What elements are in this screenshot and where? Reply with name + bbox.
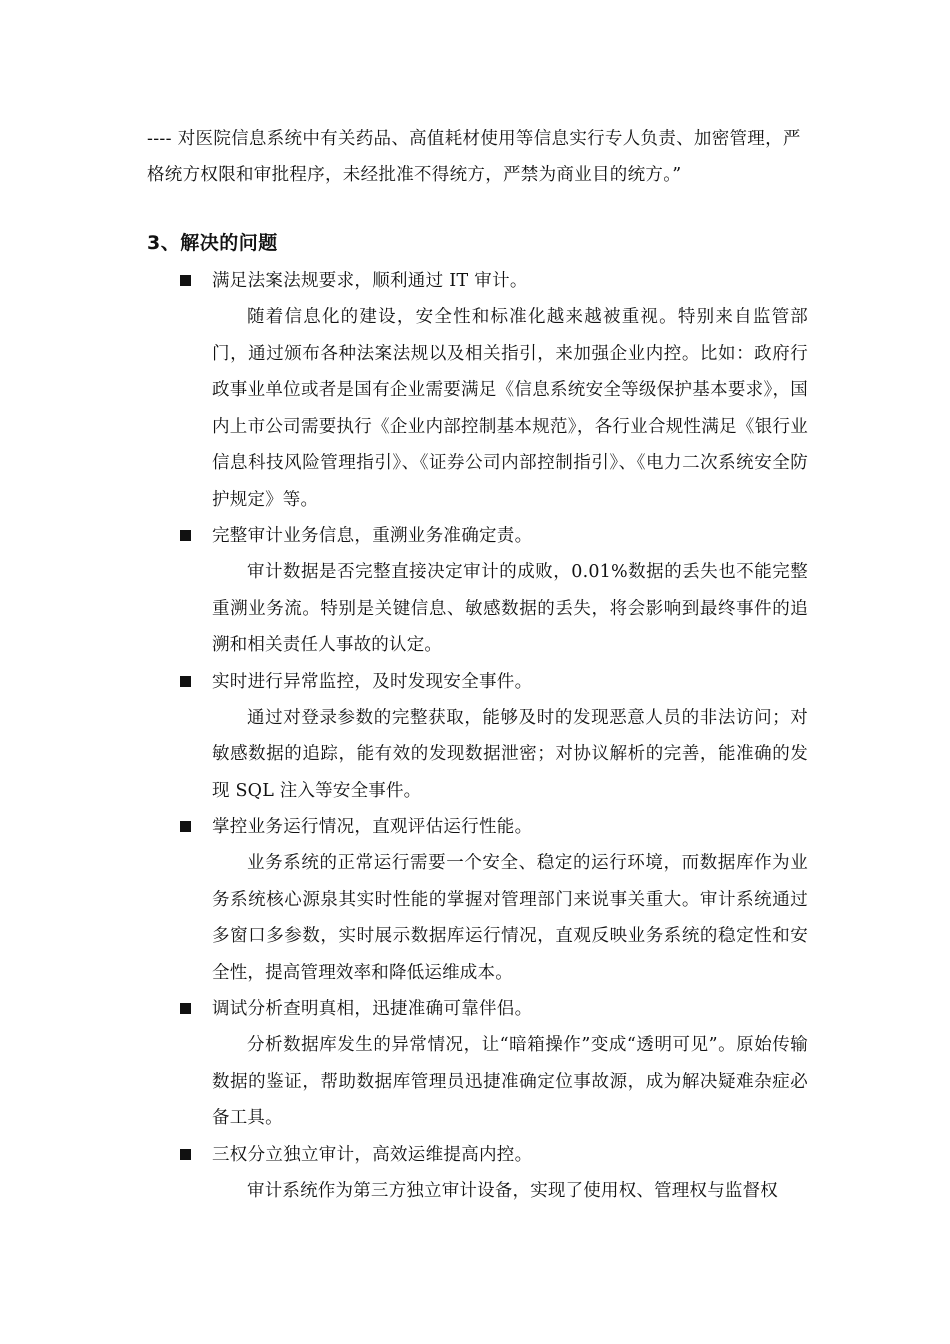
item-title-row	[147, 991, 809, 1027]
square-bullet-icon	[180, 275, 191, 286]
square-bullet-icon	[180, 1149, 191, 1160]
square-bullet-icon	[180, 676, 191, 687]
square-bullet-icon	[180, 821, 191, 832]
square-bullet-icon	[180, 530, 191, 541]
problem-list	[147, 263, 809, 1209]
item-title-row	[147, 664, 809, 700]
item-title-row	[147, 809, 809, 845]
item-title-row	[147, 1137, 809, 1173]
list-item	[147, 263, 809, 518]
square-bullet-icon	[180, 1003, 191, 1014]
list-item	[147, 518, 809, 664]
item-body: 通过对登录参数的完整获取，能够及时的发现恶意人员的非法访问；对敏感数据的追踪，能有效的发现数据泄密；对协议解析的完善，能准确的发现 SQL 注入等安全事件。	[212, 707, 808, 801]
item-title: 满足法案法规要求，顺利通过 IT 审计。	[212, 271, 528, 291]
item-title-row	[147, 263, 809, 299]
item-body: 随着信息化的建设，安全性和标准化越来越被重视。特别来自监管部门，通过颁布各种法案法规以及相关指引，来加强企业内控。比如：政府行政事业单位或者是国有企业需要满足《信息系统安全等级保护基本要求》，国内上市公司需要执行《企业内部控制基本规范》，各行业合规性满足《银行业信息科技风险管理指引》、《证券公司内部控制指引》、《电力二次系统安全防护规定》等。	[212, 307, 808, 510]
item-title: 调试分析查明真相，迅捷准确可靠伴侣。	[212, 999, 533, 1019]
intro-paragraph: ---- 对医院信息系统中有关药品、高值耗材使用等信息实行专人负责、加密管理，严格统方权限和审批程序，未经批准不得统方，严禁为商业目的统方。”	[147, 129, 801, 185]
section-heading: 3、解决的问题	[147, 232, 278, 254]
item-body: 分析数据库发生的异常情况，让“暗箱操作”变成“透明可见”。原始传输数据的鉴证，帮助数据库管理员迅捷准确定位事故源，成为解决疑难杂症必备工具。	[212, 1035, 808, 1128]
list-item	[147, 809, 809, 991]
item-title: 三权分立独立审计，高效运维提高内控。	[212, 1144, 533, 1165]
item-title: 完整审计业务信息，重溯业务准确定责。	[212, 526, 533, 546]
item-body: 审计数据是否完整直接决定审计的成败，0.01%数据的丢失也不能完整重溯业务流。特别是关键信息、敏感数据的丢失，将会影响到最终事件的追溯和相关责任人事故的认定。	[212, 562, 808, 655]
item-body: 业务系统的正常运行需要一个安全、稳定的运行环境，而数据库作为业务系统核心源泉其实时性能的掌握对管理部门来说事关重大。审计系统通过多窗口多参数，实时展示数据库运行情况，直观反映业务系统的稳定性和安全性，提高管理效率和降低运维成本。	[212, 853, 808, 983]
item-title-row	[147, 518, 809, 554]
item-title: 实时进行异常监控，及时发现安全事件。	[212, 671, 533, 692]
list-item	[147, 1137, 809, 1210]
list-item	[147, 991, 809, 1137]
item-title: 掌控业务运行情况，直观评估运行性能。	[212, 817, 533, 837]
list-item	[147, 664, 809, 810]
item-body: 审计系统作为第三方独立审计设备，实现了使用权、管理权与监督权	[247, 1180, 778, 1201]
